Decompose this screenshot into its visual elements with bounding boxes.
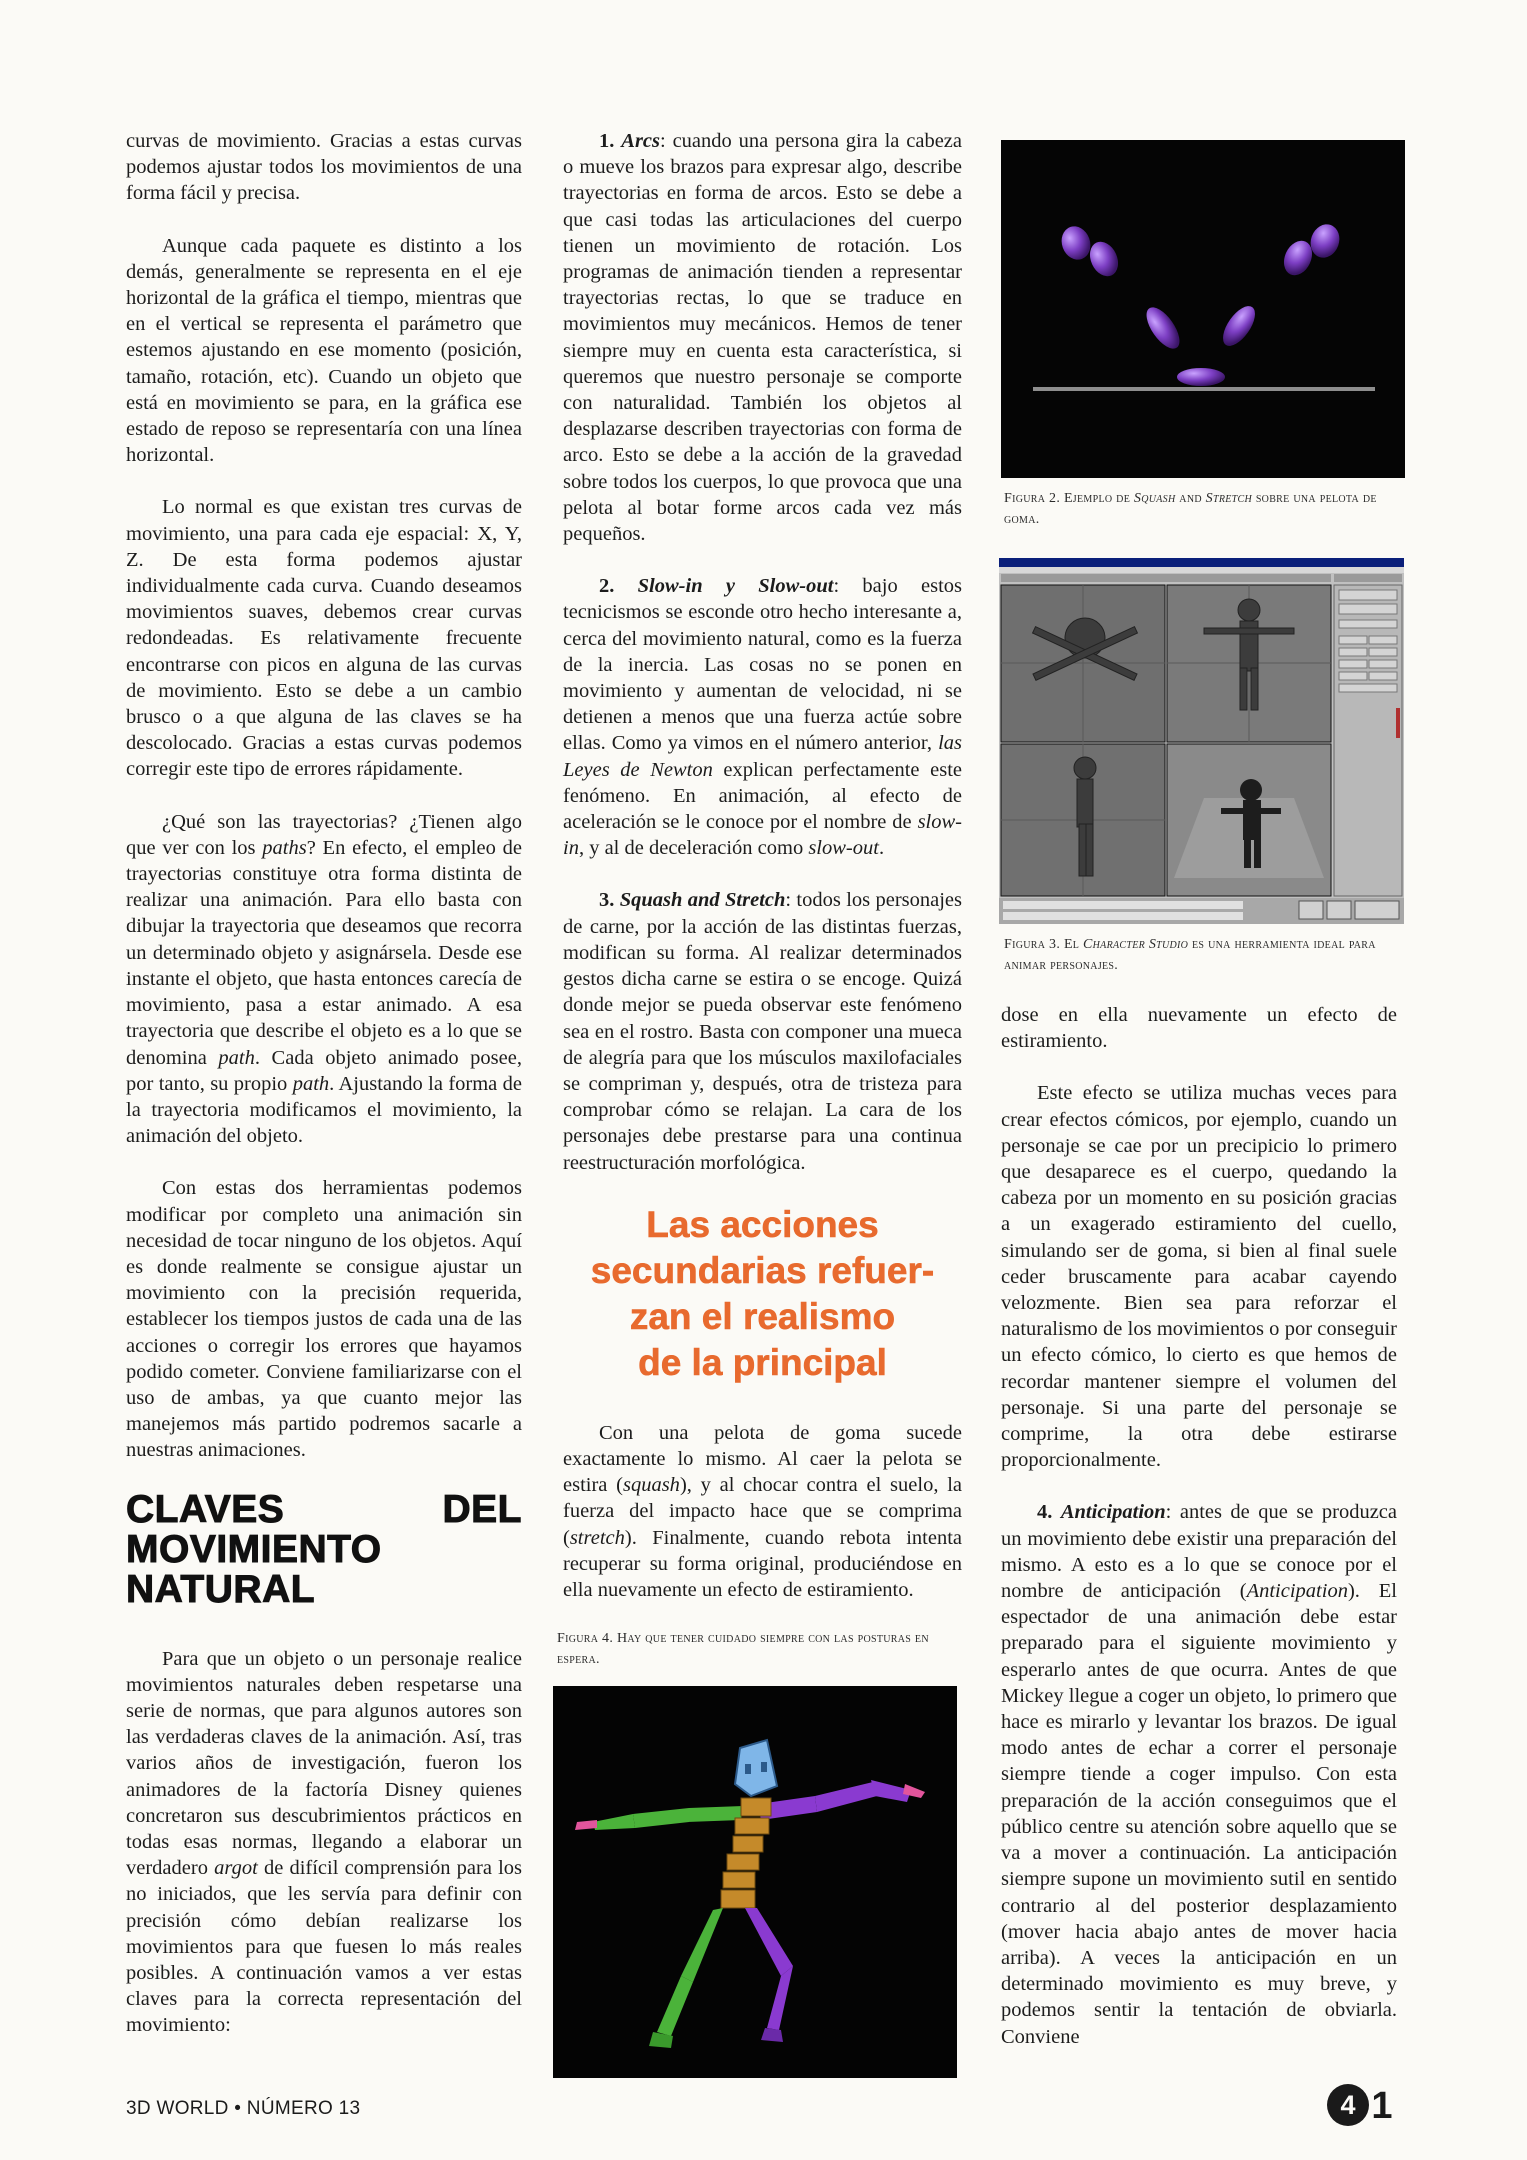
column-2 [563, 128, 962, 1629]
paragraph: ¿Qué son las trayectorias? ¿Tienen algo que ver con los paths? En efecto, el empleo de trayectorias constituye otra forma distinta de realizar una animación. Para ello basta con dibujar la trayectoria que deseamos que recorra un determinado objeto y asignársela. Desde ese instante el objeto, que hasta entonces carecía de movimiento, pasa a estar animado. A esa trayectoria que describe el objeto es a lo que se denomina path. Cada objeto animado posee, por tanto, su propio path. Ajustando la forma de la trayectoria modificamos el movimiento, la animación del objeto. [126, 810, 522, 1148]
paragraph-ball: Con una pelota de goma sucede exactamente lo mismo. Al caer la pelota se estira (squash), y al chocar contra el suelo, la fuerza del impacto hace que se comprima (stretch). Finalmente, cuando rebota intenta recuperar su forma original, produciéndose en ella nuevamente un efecto de estiramiento. [563, 1421, 962, 1601]
paragraph: Con estas dos herramientas podemos modificar por completo una animación sin necesidad de tocar ninguno de los objetos. Aquí es donde realmente se consigue ajustar un movimiento con la precisión requerida, establecer los tiempos justos de cada una de las acciones o corregir los errores que hayamos podido cometer. Conviene familiarizarse con el uso de ambas, ya que cuanto mejor las manejemos más partido podremos sacarle a nuestras animaciones. [126, 1177, 522, 1462]
paragraph: Aunque cada paquete es distinto a los demás, generalmente se representa en el eje horizontal de la gráfica el tiempo, mientras que en el vertical se representa el parámetro que estemos ajustando en ese momento (posición, tamaño, rotación, etc). Cuando un objeto que está en movimiento se para, en la gráfica ese estado de reposo se representaría con una línea horizontal. [126, 234, 522, 467]
ball [1217, 301, 1261, 351]
ball [1085, 237, 1124, 281]
paragraph: Lo normal es que existan tres curvas de movimiento, una para cada eje espacial: X, Y, Z. De esta forma podemos ajustar individualmente cada curva. Cuando deseamos movimientos suaves, debemos crear curvas redondeadas. Es relativamente frecuente encontrarse con picos en alguna de las curvas de movimiento. Esto se debe a un cambio brusco o a que alguna de las claves se ha descolocado. Gracias a estas curvas podemos corregir este tipo de errores rápidamente. [126, 496, 522, 781]
column-3 [1001, 1002, 1397, 2076]
paragraph-arcs: 1. Arcs: cuando una persona gira la cabeza o mueve los brazos para expresar algo, describe trayectorias en forma de arcos. Esto se debe a que casi todas las articulaciones del cuerpo tienen un movimiento de rotación. Los programas de animación tienden a representar trayectorias rectas, lo que se traduce en movimientos muy mecánicos. Hemos de tener siempre muy en cuenta esta característica, si queremos que nuestro personaje se comporte con naturalidad. También los objetos al desplazarse describen trayectorias con forma de arco. Esto se debe a la acción de la gravedad sobre todos los cuerpos, lo que provoca que una pelota al botar forme arcos cada vez más pequeños. [563, 130, 962, 546]
page-number [1326, 2082, 1410, 2128]
pull-quote: Las acciones secundarias refuer- zan el realismo de la principal [590, 1203, 935, 1383]
figure-2-caption: Figura 2. Ejemplo de Squash and Stretch sobre una pelota de goma. [1004, 491, 1377, 527]
figure-4-caption: Figura 4. Hay que tener cuidado siempre con las posturas en espera. [557, 1631, 929, 1667]
paragraph: Para que un objeto o un personaje realice movimientos naturales deben respetarse una serie de normas, que para algunos autores son las verdaderas claves de la animación. Así, tras varios años de investigación, fueron los animadores de la factoría Disney quienes concretaron sus descubrimientos prácticos en todas esas normas, llegando a elaborar un verdadero argot de difícil comprensión para los no iniciados, que les servía para definir con precisión cómo debían realizarse los movimientos para que fuesen lo más reales posibles. A continuación vamos a ver estas claves para la correcta representación del movimiento: [126, 1647, 523, 2037]
figure-4-image [553, 1686, 957, 2078]
column-1 [126, 128, 522, 2065]
squash-stretch-illustration [1001, 140, 1405, 478]
page-number-digit-4: 4 [1340, 2090, 1356, 2120]
magazine-footer: 3D WORLD • NÚMERO 13 [126, 2098, 361, 2119]
ball-squashed [1177, 368, 1225, 386]
ball [1140, 302, 1186, 354]
paragraph: curvas de movimiento. Gracias a estas curvas podemos ajustar todos los movimientos de una forma fácil y precisa. [126, 130, 522, 205]
character-studio-screenshot [999, 558, 1404, 924]
paragraph: dose en ella nuevamente un efecto de estiramiento. [1001, 1004, 1397, 1053]
skeleton-pose-illustration [553, 1686, 957, 2078]
figure-2-image [1001, 140, 1405, 478]
page-number-digit-1: 1 [1371, 2085, 1393, 2127]
paragraph-slow-in-out: 2. Slow-in y Slow-out: bajo estos tecnicismos se esconde otro hecho interesante a, cerca del movimiento natural, como es la fuerza de la inercia. Las cosas no se ponen en movimiento y aumentan de velocidad, ni se detienen a menos que una fuerza actúe sobre ellas. Como ya vimos en el número anterior, las Leyes de Newton explican perfectamente este fenómeno. En animación, al efecto de aceleración se le conoce por el nombre de slow-in, y al de deceleración como slow-out. [563, 575, 962, 860]
figure-3-image [999, 558, 1404, 924]
ground-line [1033, 387, 1375, 391]
ball [1057, 222, 1095, 264]
figure-3-caption: Figura 3. El Character Studio es una herramienta ideal para animar personajes. [1004, 937, 1376, 973]
paragraph: Este efecto se utiliza muchas veces para crear efectos cómicos, por ejemplo, cuando un personaje se cae por un precipicio lo primero que desaparece es el cuerpo, quedando la cabeza por un momento en su posición gracias a un exagerado estiramiento del cuello, simulando ser de goma, si bien al final suele ceder bruscamente para acabar cayendo velozmente. Bien sea para reforzar el naturalismo de los movimientos o por conseguir un efecto cómico, lo cierto es que hemos de recordar mantener siempre el volumen del personaje. Si una parte del personaje se comprime, la otra debe estirarse proporcionalmente. [1001, 1082, 1397, 1472]
paragraph-squash-stretch: 3. Squash and Stretch: todos los personajes de carne, por la acción de las distintas fuerzas, modifican su forma. Al realizar determinados gestos dicha carne se estira o se encoge. Quizá donde mejor se pueda observar este fenómeno sea en el rostro. Basta con componer una mueca de alegría para que los músculos maxilofaciales se compriman y, después, otra de tristeza para comprobar cómo se relajan. La cara de los personajes debe prestarse para una continua reestructuración morfológica. [563, 889, 963, 1174]
section-heading: CLAVES DEL MOVIMIENTO NATURAL [126, 1487, 522, 1611]
paragraph-anticipation: 4. Anticipation: antes de que se produzca un movimiento debe existir una preparación del mismo. A esto es a lo que se conoce por el nombre de anticipación (Anticipation). El espectador de una animación debe estar preparado para el siguiente movimiento y esperarlo antes de que ocurra. Antes de que Mickey llegue a coger un objeto, lo primero que hace es mirarlo y levantar los brazos. De igual modo antes de echar a correr el personaje siempre tiende a coger impulso. Con esta preparación de la acción conseguimos que el público centre su atención sobre aquello que se va a mover a continuación. La anticipación siempre supone un movimiento sutil en sentido contrario al del posterior desplazamiento (mover hacia abajo antes de mover hacia arriba). A veces la anticipación en un determinado movimiento es muy breve, y podemos sentir la tentación de obviarla. Conviene [1001, 1501, 1398, 2048]
